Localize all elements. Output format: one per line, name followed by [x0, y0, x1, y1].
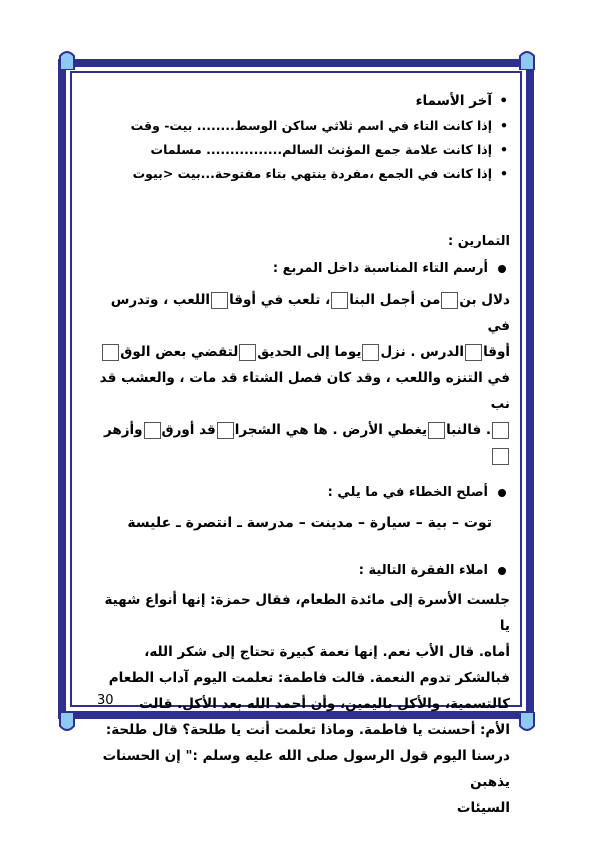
corner-ornament-top-right	[518, 48, 536, 70]
fill-box[interactable]	[144, 422, 161, 439]
exercise-1-line: في التنزه واللعب ، وقد كان فصل الشتاء قد مات ، والعشب قد نب	[99, 370, 510, 412]
rule-item: • إذا كانت التاء في اسم ثلاثي ساكن الوسط........ بيت- وقت	[90, 114, 510, 138]
exercise-1-text	[90, 287, 510, 469]
exercise-2-words: توت – بية – سيارة – مدينت – مدرسة ـ انتصرة ـ عليسة	[127, 515, 492, 531]
paragraph-line: جلست الأسرة إلى مائدة الطعام، فقال حمزة: إنها أنواع شهية يا	[104, 592, 510, 634]
fill-box[interactable]	[217, 422, 234, 439]
fill-box[interactable]	[492, 448, 509, 465]
rules-list	[90, 88, 510, 186]
page-number: 30	[97, 693, 114, 708]
paragraph-line: فبالشكر تدوم النعمة. قالت فاطمة: تعلمت اليوم آداب الطعام	[108, 670, 510, 686]
fill-box[interactable]	[331, 292, 348, 309]
corner-ornament-bottom-right	[518, 712, 536, 734]
paragraph-line: الأم: أحسنت يا فاطمة. وماذا تعلمت أنت يا طلحة؟ قال طلحة:	[105, 722, 510, 738]
fill-box[interactable]	[428, 422, 445, 439]
paragraph-line: درسنا اليوم قول الرسول صلى الله عليه وسلم :" إن الحسنات يذهبن	[102, 748, 510, 790]
fill-box[interactable]	[441, 292, 458, 309]
fill-box[interactable]	[239, 344, 256, 361]
page-content	[90, 88, 510, 816]
exercise-1-line: دلال بنمن أجمل البنا، تلعب في أوقااللعب ، وتدرس في	[110, 292, 510, 334]
rule-item: • إذا كانت علامة جمع المؤنث السالم................ مسلمات	[90, 138, 510, 162]
paragraph-line: أماه. قال الأب نعم. إنها نعمة كبيرة تحتاج إلى شكر الله،	[144, 644, 510, 660]
exercise-3-paragraph	[90, 587, 510, 821]
fill-box[interactable]	[211, 292, 228, 309]
exercise-1-line: . فالنبايغطي الأرض . ها هي الشجراقد أورقوأزهر	[90, 417, 510, 469]
paragraph-line: السيئات	[456, 800, 510, 816]
fill-box[interactable]	[492, 422, 509, 439]
rules-title: • آخر الأسماء	[90, 88, 510, 114]
exercise-3-title: املاء الفقرة التالية :	[90, 557, 510, 585]
fill-box[interactable]	[102, 344, 119, 361]
rule-item: • إذا كانت في الجمع ،مفردة ينتهي بتاء مفتوحة...بيت <بيوت	[90, 162, 510, 186]
exercise-1-line: أوقاالدرس . نزليوما إلى الحديقلتقضي بعض الوق	[90, 339, 510, 365]
fill-box[interactable]	[362, 344, 379, 361]
paragraph-line: كالتسمية، والأكل باليمين، وأن أحمد الله بعد الأكل. قالت	[139, 696, 510, 712]
fill-box[interactable]	[465, 344, 482, 361]
corner-ornament-bottom-left	[58, 712, 76, 734]
exercise-2-title: أصلح الخطاء في ما يلي :	[90, 479, 510, 507]
exercise-1-title: أرسم التاء المناسبة داخل المربع :	[90, 255, 510, 283]
exercises-heading: التمارين :	[447, 234, 510, 249]
corner-ornament-top-left	[58, 48, 76, 70]
